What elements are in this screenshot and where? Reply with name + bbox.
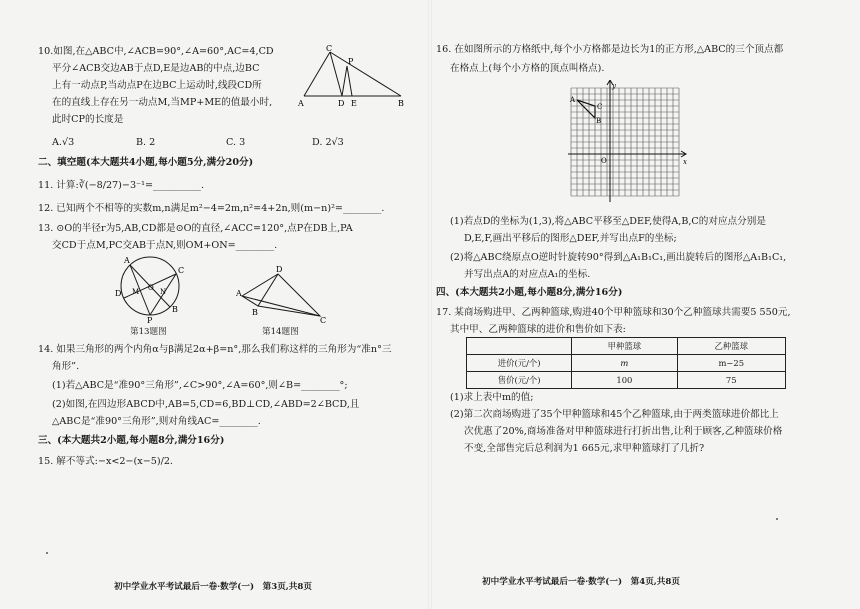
table-cell: 售价(元/个) — [467, 372, 572, 389]
q16-part-1-line-1: (1)若点D的坐标为(1,3),将△ABC平移至△DEF,使得A,B,C的对应点分别是 — [450, 216, 766, 227]
table-header-cell — [467, 338, 572, 355]
q10-label-c: C — [326, 44, 333, 53]
table-header-row — [467, 338, 786, 355]
q13-label-d: D — [115, 289, 122, 298]
q13-line-2: 交CD于点M,PC交AB于点N,则OM+ON=________. — [52, 240, 278, 251]
q13-line-1: 13. ⊙O的半径r为5,AB,CD都是⊙O的直径,∠ACC=120°,点P在DB上,PA — [38, 223, 353, 234]
q16-line-1: 16. 在如图所示的方格纸中,每个小方格都是边长为1的正方形,△ABC的三个顶点都 — [436, 44, 784, 55]
q16-part-2-line-2: 并写出点A的对应点A₁的坐标. — [464, 269, 591, 280]
q10-option-c: C. 3 — [226, 137, 246, 148]
q14-label-b: B — [252, 308, 258, 317]
q10-option-d: D. 2√3 — [312, 137, 344, 148]
q14-part-2-line-2: △ABC是“准90°三角形”,则对角线AC=________. — [52, 416, 261, 427]
q10-line-2: 平分∠ACB交边AB于点D,E是边AB的中点,边BC — [52, 63, 260, 74]
q13-label-b: B — [172, 305, 178, 314]
q13-label-c: C — [178, 266, 185, 275]
table-cell: 100 — [572, 372, 677, 389]
table-cell: 进价(元/个) — [467, 355, 572, 372]
q13-label-p: P — [147, 316, 153, 324]
q10-label-d: D — [338, 99, 345, 108]
section2-header: 二、填空题(本大题共4小题,每小题5分,满分20分) — [38, 157, 254, 168]
q10-option-a: A.√3 — [52, 137, 75, 148]
q14-line-2: 角形”. — [52, 361, 80, 372]
q17-line-1: 17. 某商场购进甲、乙两种篮球,购进40个甲种篮球和30个乙种篮球共需要5 550元, — [436, 307, 791, 318]
q14-figure — [236, 264, 336, 324]
q16-grid-figure — [562, 80, 692, 208]
price-table — [466, 337, 786, 389]
q10-line-3: 上有一动点P,当动点P在边BC上运动时,线段CD所 — [52, 80, 262, 91]
table-header-cell: 甲种篮球 — [572, 338, 677, 355]
q14-part-1: (1)若△ABC是“准90°三角形”,∠C>90°,∠A=60°,则∠B=________°; — [52, 380, 348, 391]
grid-label-o: O — [601, 157, 607, 165]
q17-line-2: 其中甲、乙两种篮球的进价和售价如下表: — [450, 324, 626, 335]
q13-label-m: M — [132, 288, 140, 296]
fig13-caption: 第13题图 — [130, 327, 167, 337]
right-page — [432, 0, 860, 609]
q10-line-1: 10.如图,在△ABC中,∠ACB=90°,∠A=60°,AC=4,CD — [38, 46, 274, 57]
q17-part-2-line-1: (2)第二次商场购进了35个甲种篮球和45个乙种篮球,由于两类篮球进价都比上 — [450, 409, 779, 420]
grid-label-a: A — [570, 96, 576, 104]
q14-part-2-line-1: (2)如图,在四边形ABCD中,AB=5,CD=6,BD⊥CD,∠ABD=2∠BCD,且 — [52, 399, 360, 410]
q11-text: 11. 计算:∛(−8/27)−3⁻¹=__________. — [38, 180, 205, 191]
q17-part-2-line-3: 不变,全部售完后总利润为1 665元,求甲种篮球打了几折? — [464, 443, 705, 454]
q17-part-2-line-2: 次优惠了20%,商场准备对甲种篮球进行打折出售,让利于顾客,乙种篮球价格 — [464, 426, 783, 437]
table-header-cell: 乙种篮球 — [677, 338, 785, 355]
q13-label-o: O — [148, 284, 154, 292]
q10-figure — [296, 44, 411, 110]
q17-part-1: (1)求上表中m的值; — [450, 392, 534, 403]
q10-label-a: A — [298, 99, 304, 108]
section4-header: 四、(本大题共2小题,每小题8分,满分16分) — [436, 287, 623, 298]
q16-line-2: 在格点上(每个小方格的顶点叫格点). — [450, 63, 605, 74]
q16-part-2-line-1: (2)将△ABC绕原点O逆时针旋转90°得到△A₁B₁C₁,画出旋转后的图形△A₁B₁C₁, — [450, 252, 787, 263]
table-cell: 75 — [677, 372, 785, 389]
section3-header: 三、(本大题共2小题,每小题8分,满分16分) — [38, 435, 225, 446]
table-cell: m — [572, 355, 677, 372]
q13-figure — [110, 252, 190, 324]
q10-line-4: 在的直线上存在另一动点M,当MP+ME的值最小时, — [52, 97, 273, 108]
q15-text: 15. 解不等式:−x<2−(x−5)/2. — [38, 456, 173, 467]
table-row — [467, 355, 786, 372]
scan-dot — [776, 518, 778, 520]
right-footer: 初中学业水平考试最后一卷·数学(一) 第4页,共8页 — [482, 577, 680, 587]
q12-text: 12. 已知两个不相等的实数m,n满足m²−4=2m,n²=4+2n,则(m−n)²=________. — [38, 203, 385, 214]
q14-line-1: 14. 如果三角形的两个内角α与β满足2α+β=n°,那么我们称这样的三角形为“准n°三 — [38, 344, 392, 355]
grid-label-b: B — [596, 117, 602, 125]
q14-label-a: A — [236, 289, 242, 298]
q14-label-c: C — [320, 316, 327, 324]
q10-label-e: E — [351, 99, 357, 108]
q10-line-5: 此时CP的长度是 — [52, 114, 124, 125]
grid-label-y: y — [612, 82, 616, 90]
q13-label-a: A — [124, 256, 130, 265]
grid-label-c: C — [597, 103, 603, 111]
fig14-caption: 第14题图 — [262, 327, 299, 337]
q13-label-n: N — [160, 288, 167, 296]
left-page — [0, 0, 428, 609]
q16-part-1-line-2: D,E,F,画出平移后的图形△DEF,并写出点F的坐标; — [464, 233, 677, 244]
grid-label-x: x — [683, 158, 687, 166]
q14-label-d: D — [276, 265, 283, 274]
left-footer: 初中学业水平考试最后一卷·数学(一) 第3页,共8页 — [114, 582, 312, 592]
q10-label-b: B — [398, 99, 404, 108]
scan-dot — [46, 552, 48, 554]
table-cell: m−25 — [677, 355, 785, 372]
q10-option-b: B. 2 — [136, 137, 156, 148]
q10-label-p: P — [348, 57, 354, 66]
table-row — [467, 372, 786, 389]
